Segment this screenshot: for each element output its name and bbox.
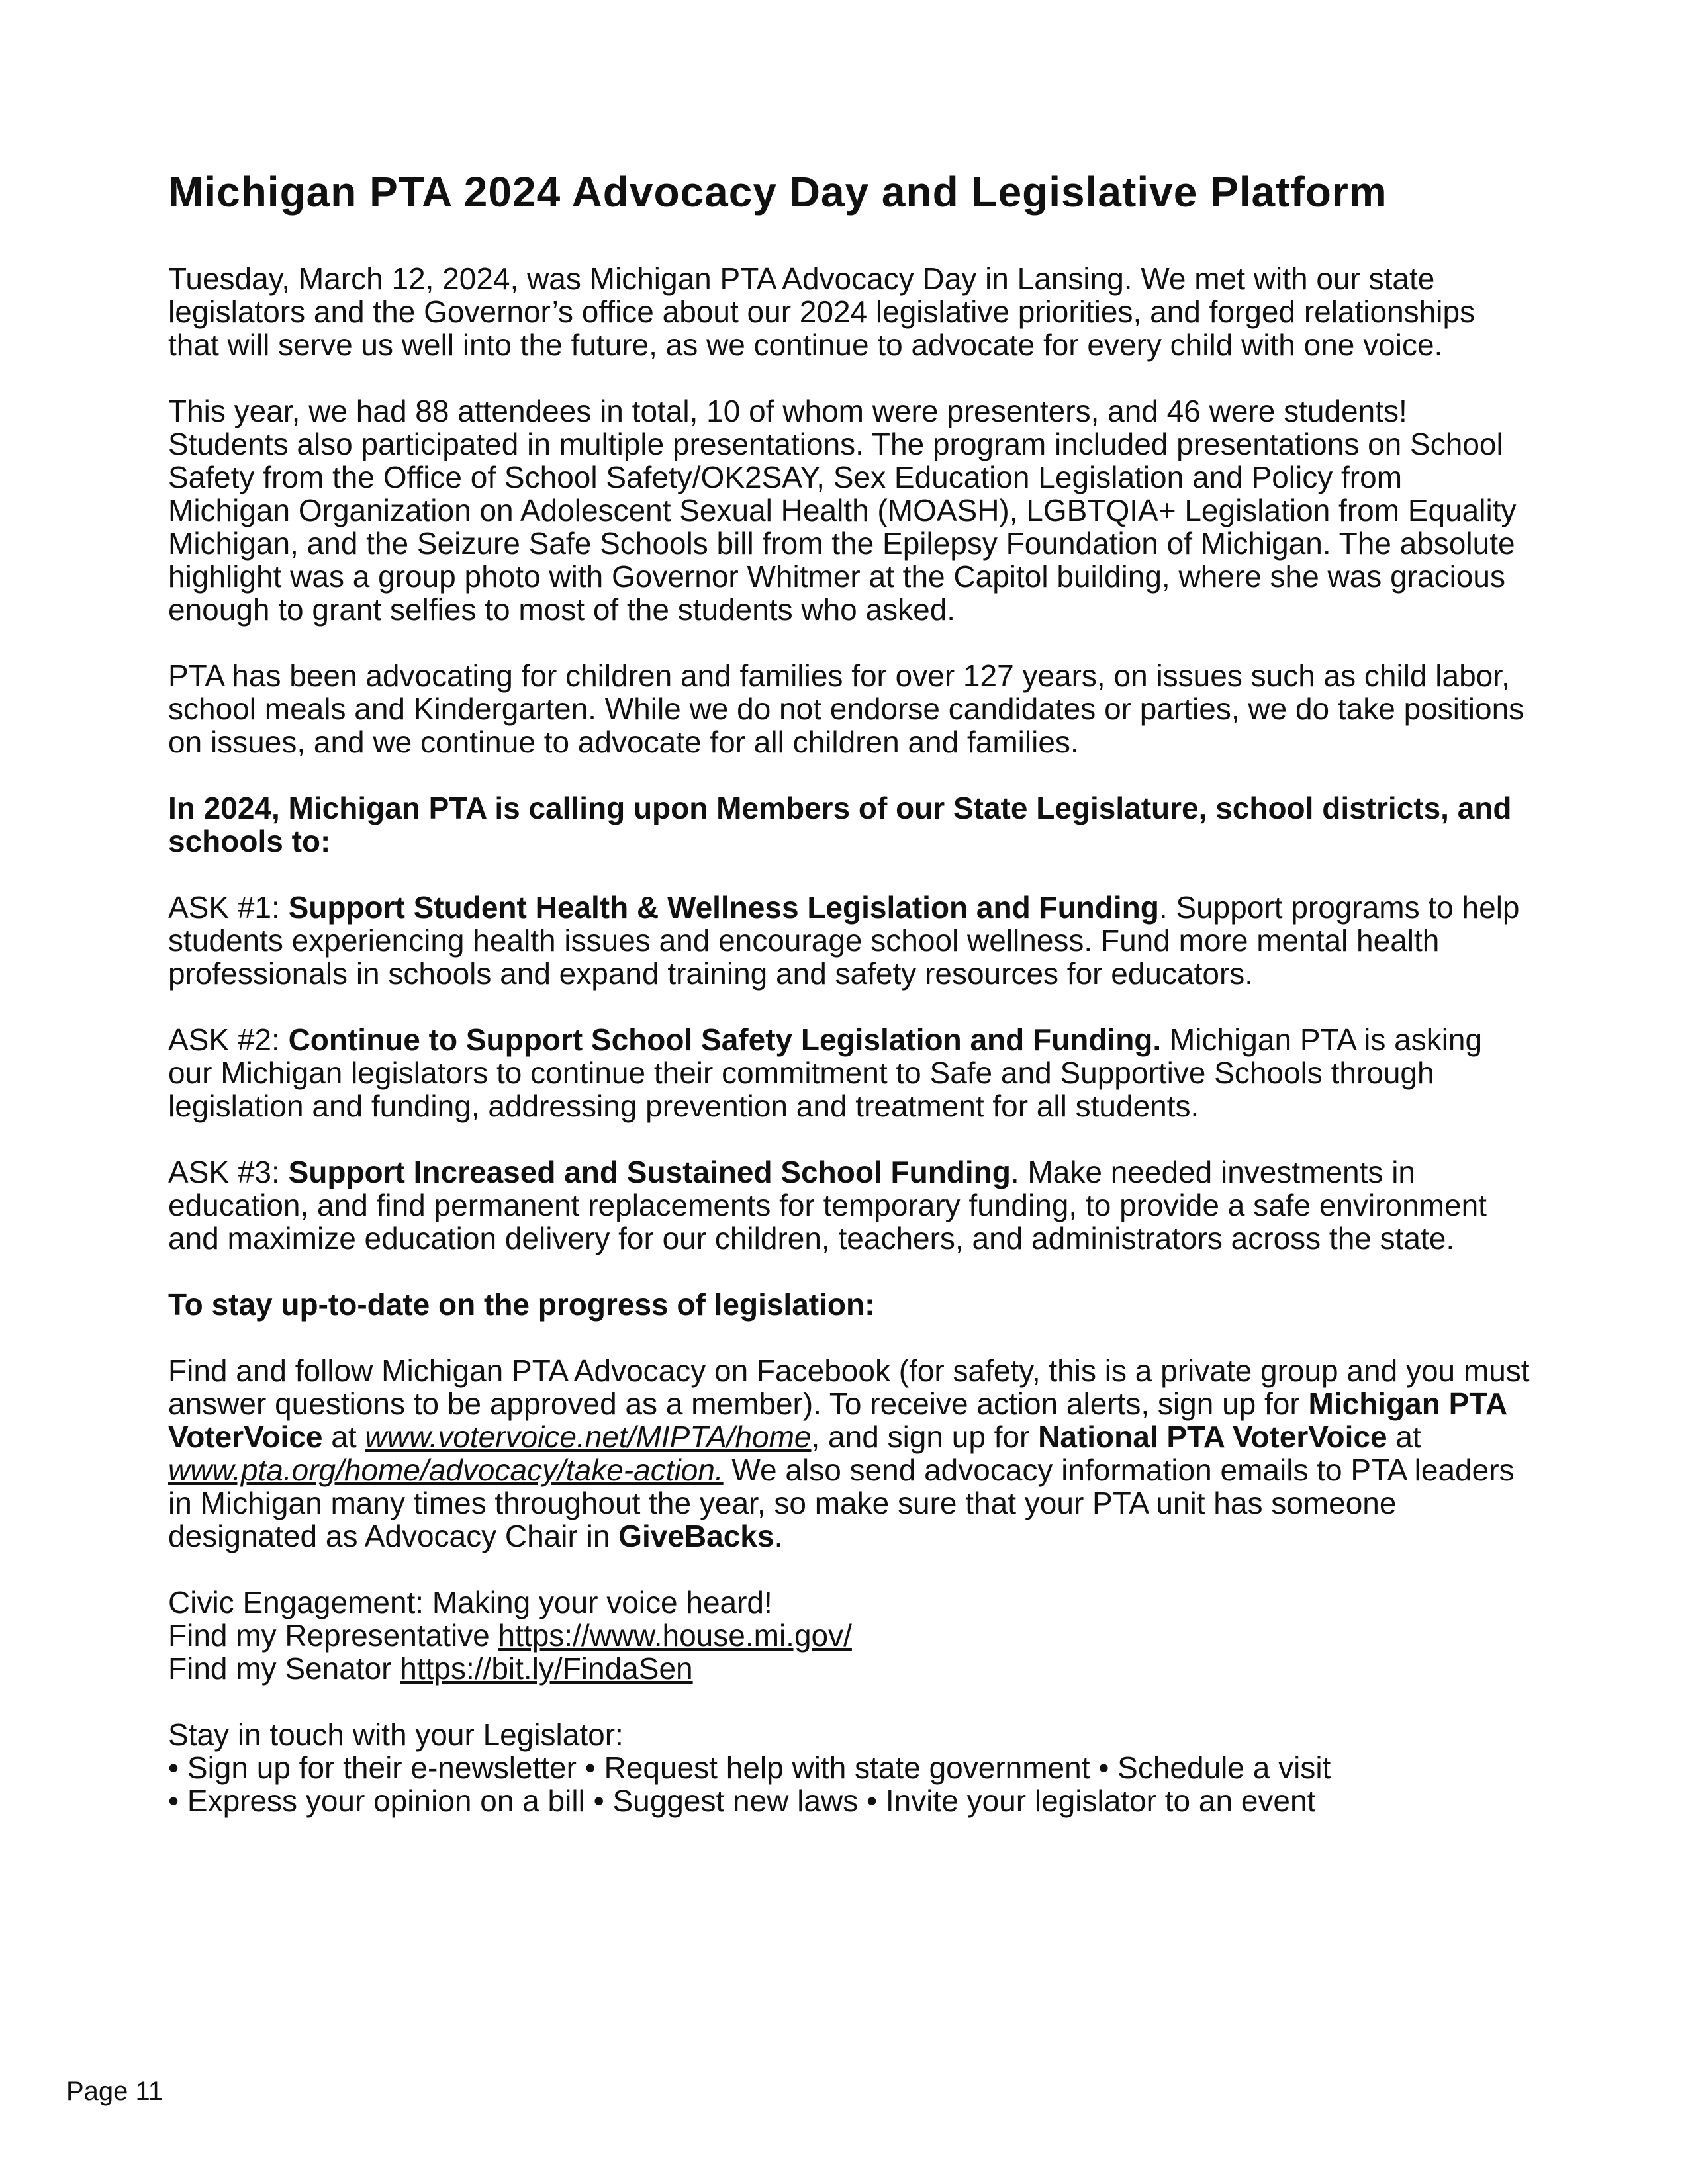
find-senator-link[interactable]: https://bit.ly/FindaSen [400,1651,693,1686]
stay-in-touch-line-1: • Sign up for their e-newsletter • Request help with state government • Schedule a visit [168,1751,1331,1785]
civic-heading: Civic Engagement: Making your voice heard! [168,1585,773,1619]
page-number: Page 11 [66,2077,164,2106]
national-votervoice-label: National PTA VoterVoice [1038,1420,1387,1454]
intro-paragraph-2: This year, we had 88 attendees in total, 10 of whom were presenters, and 46 were students! Students also participated in multiple presentations. The program included presentations on School Safety from the Office of School Safety/OK2SAY, Sex Education Legislation and Policy from Michigan Organization on Adolescent Sexual Health (MOASH), LGBTQIA+ Legislation from Equality Michigan, and the Seizure Safe Schools bill from the Epilepsy Foundation of Michigan. The absolute highlight was a group photo with Governor Whitmer at the Capitol building, where she was gracious enough to grant selfies to most of the students who asked. [168,394,1517,627]
call-heading [168,792,1532,858]
michigan-votervoice-link[interactable]: www.votervoice.net/MIPTA/home [365,1420,812,1454]
ask-3-paragraph [168,1156,1532,1255]
ask-1-body: . Support programs to help students experiencing health issues and encourage school wellness. Fund more mental health professionals in schools and expand training and safety resources for educators. [168,890,1520,991]
ask-3-heading: Support Increased and Sustained School Funding [288,1155,1011,1189]
ask-2-prefix: ASK #2: [168,1023,289,1057]
stay-in-touch-line-2: • Express your opinion on a bill • Suggest new laws • Invite your legislator to an event [168,1784,1316,1818]
find-senator-label: Find my Senator [168,1651,400,1686]
page-content [168,165,1532,1817]
find-representative-line [168,1619,1532,1652]
stay-in-touch-block [168,1718,1532,1817]
find-representative-label: Find my Representative [168,1618,498,1653]
ask-1-paragraph [168,891,1532,990]
givebacks-label: GiveBacks [618,1519,774,1553]
civic-engagement-block [168,1586,1532,1685]
stay-heading [168,1288,1532,1321]
intro-paragraph-1: Tuesday, March 12, 2024, was Michigan PTA Advocacy Day in Lansing. We met with our state legislators and the Governor’s office about our 2024 legislative priorities, and forged relationships that will serve us well into the future, as we continue to advocate for every child with one voice. [168,261,1476,362]
find-representative-link[interactable]: https://www.house.mi.gov/ [498,1618,852,1653]
follow-text-5: We also send advocacy information emails to PTA leaders in Michigan many times throughout the year, so make sure that your PTA unit has someone designated as Advocacy Chair in [168,1453,1515,1553]
ask-1-heading: Support Student Health & Wellness Legislation and Funding [288,890,1159,925]
ask-3-prefix: ASK #3: [168,1155,289,1189]
follow-text-1: Find and follow Michigan PTA Advocacy on Facebook (for safety, this is a private group and you must answer questions to be approved as a member). To receive action alerts, sign up for [168,1353,1530,1421]
ask-3-body: . Make needed investments in education, and find permanent replacements for temporary funding, to provide a safe environment and maximize education delivery for our children, teachers, and administrators across the state. [168,1155,1487,1255]
follow-text-4: at [1387,1420,1421,1454]
stay-in-touch-heading: Stay in touch with your Legislator: [168,1717,624,1752]
follow-text-2: at [322,1420,365,1454]
find-senator-line [168,1652,1532,1685]
national-pta-action-link[interactable]: www.pta.org/home/advocacy/take-action. [168,1453,724,1487]
michigan-votervoice-label: Michigan PTA VoterVoice [168,1387,1507,1454]
ask-1-prefix: ASK #1: [168,890,289,925]
ask-2-heading: Continue to Support School Safety Legislation and Funding. [288,1023,1162,1057]
ask-2-paragraph [168,1023,1532,1122]
stay-heading-text: To stay up-to-date on the progress of legislation: [168,1287,875,1322]
follow-text-3: , and sign up for [811,1420,1039,1454]
page-title: Michigan PTA 2024 Advocacy Day and Legislative Platform [168,168,1387,216]
ask-2-body: Michigan PTA is asking our Michigan legislators to continue their commitment to Safe and Supportive Schools through legislation and funding, addressing prevention and treatment for all students. [168,1023,1483,1123]
intro-paragraph-3: PTA has been advocating for children and families for over 127 years, on issues such as child labor, school meals and Kindergarten. While we do not endorse candidates or parties, we do take positions on issues, and we continue to advocate for all children and families. [168,659,1524,759]
call-heading-text: In 2024, Michigan PTA is calling upon Members of our State Legislature, school districts, and schools to: [168,791,1512,858]
follow-paragraph [168,1354,1532,1553]
follow-text-6: . [774,1519,783,1553]
